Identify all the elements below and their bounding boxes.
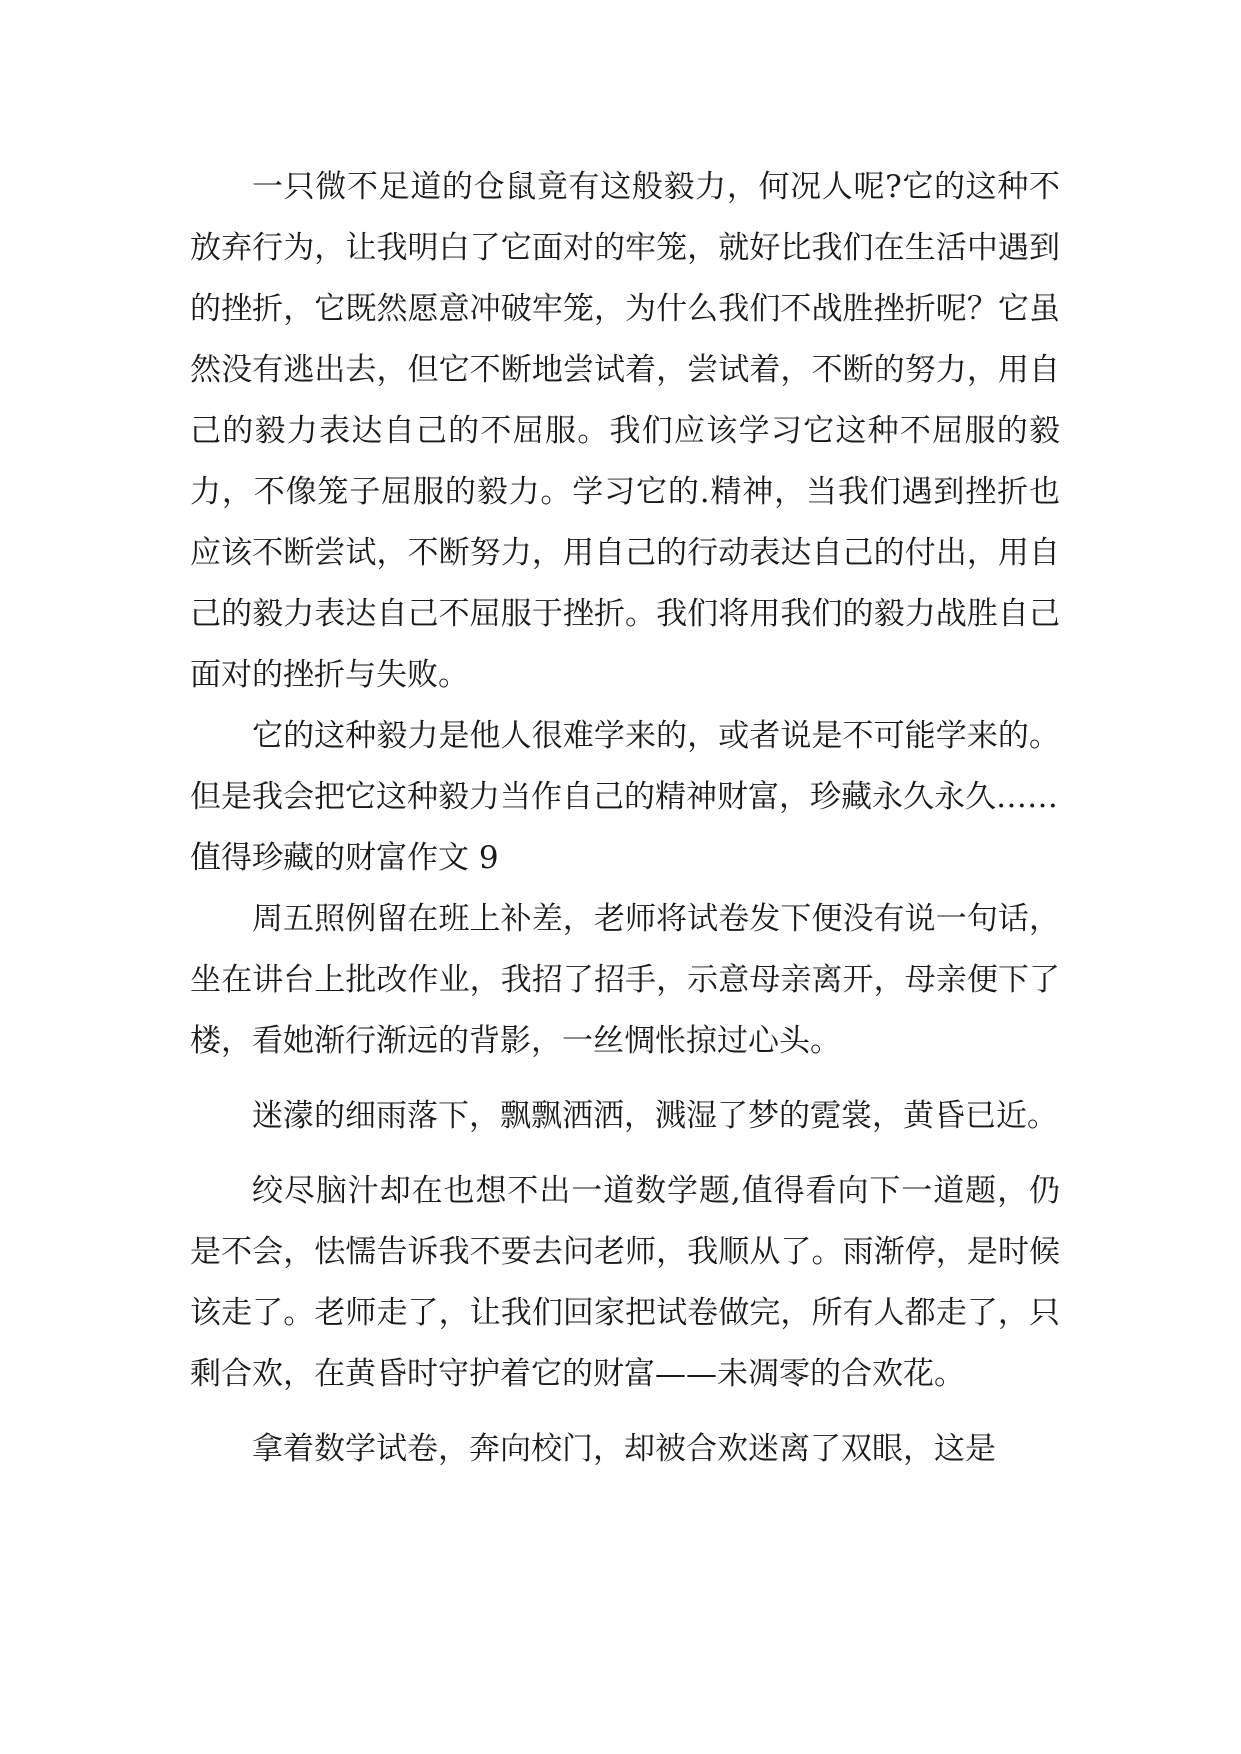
- paragraph-hamster-perseverance: 一只微不足道的仓鼠竟有这般毅力，何况人呢?它的这种不放弃行为，让我明白了它面对的牢笼，就好比我们在生活中遇到的挫折，它既然愿意冲破牢笼，为什么我们不战胜挫折呢？它虽然没有逃出去，但它不断地尝试着，尝试着，不断的努力，用自己的毅力表达自己的不屈服。我们应该学习它这种不屈服的毅力，不像笼子屈服的毅力。学习它的.精神，当我们遇到挫折也应该不断尝试，不断努力，用自己的行动表达自己的付出，用自己的毅力表达自己不屈服于挫折。我们将用我们的毅力战胜自己面对的挫折与失败。: [190, 169, 1060, 693]
- essay-heading: 值得珍藏的财富作文 9: [190, 840, 499, 876]
- paragraph-math-problem: 绞尽脑汁却在也想不出一道数学题,值得看向下一道题，仍是不会，怯懦告诉我不要去问老师，我顺从了。雨渐停，是时候该走了。老师走了，让我们回家把试卷做完，所有人都走了，只剩合欢，在黄昏时守护着它的财富——未凋零的合欢花。: [190, 1173, 1060, 1392]
- paragraph-drizzle: 迷濛的细雨落下，飘飘洒洒，溅湿了梦的霓裳，黄昏已近。: [252, 1098, 1058, 1134]
- paragraph-school-gate: 拿着数学试卷，奔向校门，却被合欢迷离了双眼，这是: [252, 1431, 996, 1467]
- document-body: [190, 157, 1060, 1480]
- paragraph-friday-class: 周五照例留在班上补差，老师将试卷发下便没有说一句话，坐在讲台上批改作业，我招了招手，示意母亲离开，母亲便下了楼，看她渐行渐远的背影，一丝惆怅掠过心头。: [190, 901, 1060, 1059]
- paragraph-spiritual-wealth: 它的这种毅力是他人很难学来的，或者说是不可能学来的。但是我会把它这种毅力当作自己的精神财富，珍藏永久永久……: [190, 718, 1060, 815]
